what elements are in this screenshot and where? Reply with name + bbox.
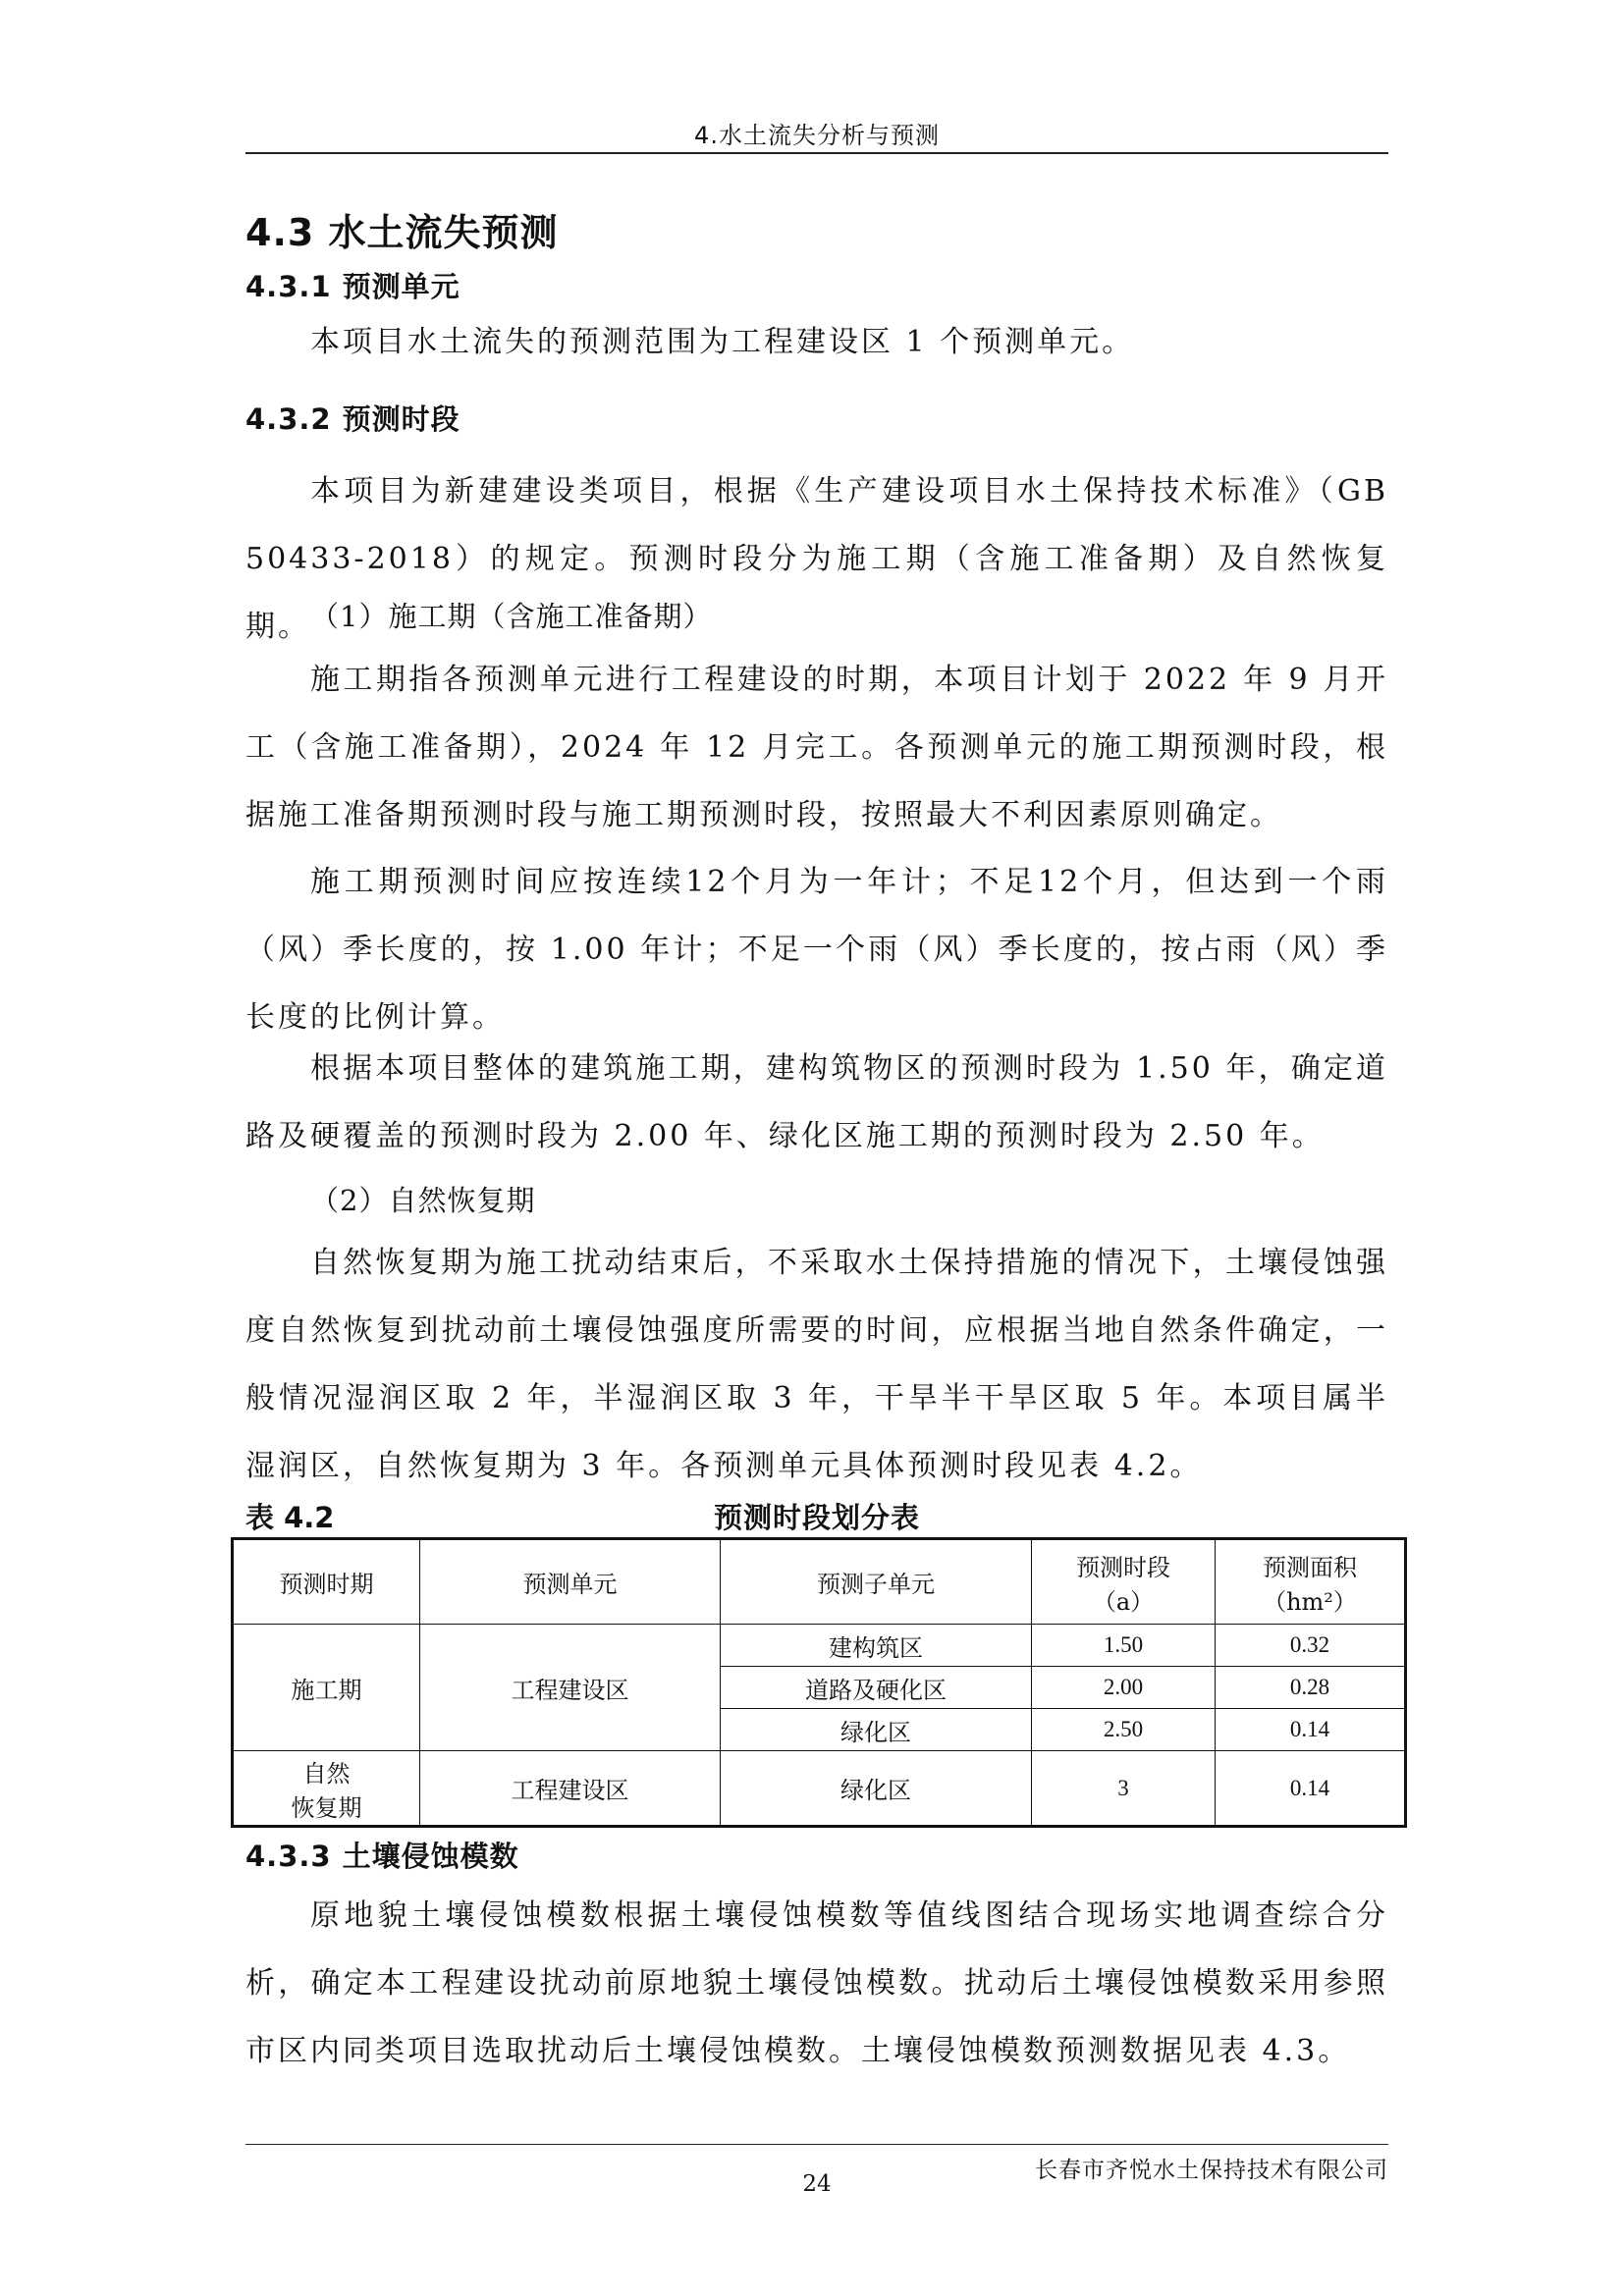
table-cell: 2.00 [1032, 1667, 1216, 1709]
header-divider [245, 152, 1388, 154]
table-cell: 工程建设区 [420, 1625, 721, 1751]
list-item-natural-recovery: （2）自然恢复期 [310, 1184, 536, 1217]
table-cell: 0.32 [1216, 1625, 1406, 1667]
header-cell: 预测时期 [233, 1539, 420, 1625]
list-item-construction-period: （1）施工期（含施工准备期） [310, 600, 713, 633]
table-cell-line: 恢复期 [291, 1793, 362, 1822]
header-cell: 预测子单元 [721, 1539, 1032, 1625]
header-cell-line: （hm²） [1263, 1587, 1357, 1616]
footer-divider [245, 2144, 1388, 2145]
table-cell [233, 1751, 420, 1827]
table-cell: 工程建设区 [420, 1751, 721, 1827]
table-cell: 道路及硬化区 [721, 1667, 1032, 1709]
table-cell: 3 [1032, 1751, 1216, 1827]
paragraph: 本项目水土流失的预测范围为工程建设区 1 个预测单元。 [310, 325, 1135, 359]
table-header-row [233, 1539, 1406, 1625]
table-cell: 0.14 [1216, 1709, 1406, 1751]
section-heading: 4.3 水土流失预测 [245, 211, 559, 254]
table-cell: 2.50 [1032, 1709, 1216, 1751]
table-cell: 绿化区 [721, 1751, 1032, 1827]
subsection-heading-4-3-2: 4.3.2 预测时段 [245, 402, 460, 436]
header-cell-line: 预测时段 [1076, 1553, 1170, 1581]
table-title: 预测时段划分表 [713, 1501, 920, 1534]
subsection-heading-4-3-1: 4.3.1 预测单元 [245, 270, 460, 303]
company-name: 长春市齐悦水土保持技术有限公司 [1035, 2158, 1388, 2183]
table-row [233, 1625, 1406, 1667]
header-cell-line: 预测面积 [1263, 1553, 1357, 1581]
header-cell [1216, 1539, 1406, 1625]
header-cell: 预测单元 [420, 1539, 721, 1625]
table-cell-line: 自然 [302, 1759, 351, 1788]
table-cell: 0.28 [1216, 1667, 1406, 1709]
page-number: 24 [802, 2171, 832, 2197]
paragraph: 根据本项目整体的建筑施工期，建构筑物区的预测时段为 1.50 年，确定道路及硬覆盖的预测时段为 2.00 年、绿化区施工期的预测时段为 2.50 年。 [245, 1051, 1388, 1153]
paragraph: 施工期指各预测单元进行工程建设的时期，本项目计划于 2022 年 9 月开工（含施工准备期），2024 年 12 月完工。各预测单元的施工期预测时段，根据施工准备期预测时段与施工期预测时段，按照最大不利因素原则确定。 [245, 663, 1388, 832]
paragraph: 自然恢复期为施工扰动结束后，不采取水土保持措施的情况下，土壤侵蚀强度自然恢复到扰动前土壤侵蚀强度所需要的时间，应根据当地自然条件确定，一般情况湿润区取 2 年，半湿润区取 3 年，干旱半干旱区取 5 年。本项目属半湿润区，自然恢复期为 3 年。各预测单元具体预测时段见表 4.2。 [245, 1246, 1388, 1483]
table-number: 表 4.2 [245, 1501, 335, 1534]
paragraph: 施工期预测时间应按连续12个月为一年计；不足12个月，但达到一个雨（风）季长度的，按 1.00 年计；不足一个雨（风）季长度的，按占雨（风）季长度的比例计算。 [245, 865, 1388, 1035]
paragraph: 原地貌土壤侵蚀模数根据土壤侵蚀模数等值线图结合现场实地调查综合分析，确定本工程建设扰动前原地貌土壤侵蚀模数。扰动后土壤侵蚀模数采用参照市区内同类项目选取扰动后土壤侵蚀模数。土壤侵蚀模数预测数据见表 4.3。 [245, 1898, 1388, 2068]
table-cell: 施工期 [233, 1625, 420, 1751]
header-cell [1032, 1539, 1216, 1625]
table-row [233, 1751, 1406, 1827]
subsection-heading-4-3-3: 4.3.3 土壤侵蚀模数 [245, 1840, 519, 1873]
table-cell: 绿化区 [721, 1709, 1032, 1751]
table-cell: 1.50 [1032, 1625, 1216, 1667]
running-header: 4.水土流失分析与预测 [694, 122, 940, 149]
table-cell: 建构筑区 [721, 1625, 1032, 1667]
paragraph: 本项目为新建建设类项目，根据《生产建设项目水土保持技术标准》（GB 50433-2018）的规定。预测时段分为施工期（含施工准备期）及自然恢复期。 [245, 474, 1388, 644]
table-cell: 0.14 [1216, 1751, 1406, 1827]
prediction-period-table [231, 1537, 1407, 1828]
header-cell-line: （a） [1092, 1587, 1155, 1616]
